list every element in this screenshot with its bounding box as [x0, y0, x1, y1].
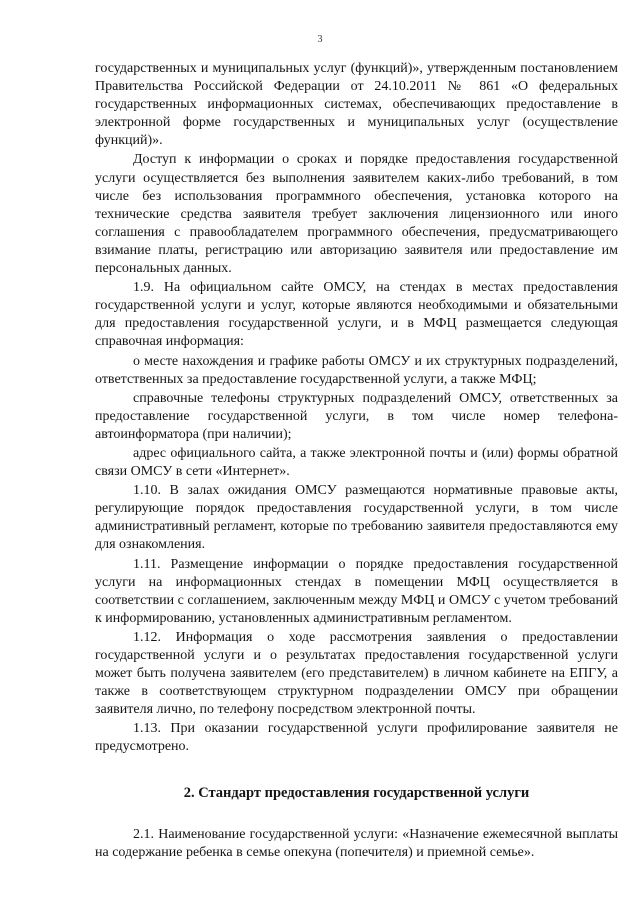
paragraph-1-13: 1.13. При оказании государственной услуги профилирование заявителя не предусмотрено. [95, 721, 618, 755]
paragraph-location-schedule: о месте нахождения и графике работы ОМСУ и их структурных подразделений, ответственных за предоставление государственной услуги, а также МФЦ; [95, 353, 618, 387]
paragraph-2-1: 2.1. Наименование государственной услуги: «Назначение ежемесячной выплаты на содержание ребенка в семье опекуна (попечителя) и приемной семье». [95, 826, 618, 860]
page-content [95, 60, 618, 863]
section-heading: 2. Стандарт предоставления государственной услуги [183, 784, 530, 801]
paragraph-1-9: 1.9. На официальном сайте ОМСУ, на стендах в местах предоставления государственной услуги и услуг, которые являются необходимыми и обязательными для предоставления государственной услуги, и в МФЦ размещается следующая справочная информация: [95, 280, 618, 350]
paragraph-continuation: государственных и муниципальных услуг (функций)», утвержденным постановлением Правительства Российской Федерации от 24.10.2011 № 861 «О федеральных государственных информационных системах, обеспечивающих предоставление в электронной форме государственных и муниципальных услуг (осуществление функций)». [95, 61, 618, 149]
paragraph-1-12: 1.12. Информация о ходе рассмотрения заявления о предоставлении государственной услуги и о результатах предоставления государственной услуги может быть получена заявителем (его представителем) в личном кабинете на ЕПГУ, а также в соответствующем структурном подразделении ОМСУ при обращении заявителя лично, по телефону посредством электронной почты. [95, 629, 618, 718]
paragraph-phones: справочные телефоны структурных подразделений ОМСУ, ответственных за предоставление государственной услуги, в том числе номер телефона-автоинформатора (при наличии); [95, 390, 618, 442]
page-number: 3 [317, 34, 323, 45]
paragraph-website: адрес официального сайта, а также электронной почты и (или) формы обратной связи ОМСУ в сети «Интернет». [95, 445, 618, 480]
paragraph-1-11: 1.11. Размещение информации о порядке предоставления государственной услуги на информационных стендах в помещении МФЦ осуществляется в соответствии с соглашением, заключенным между МФЦ и ОМСУ с учетом требований к информированию, установленных административным регламентом. [95, 556, 618, 626]
paragraph-access-info: Доступ к информации о сроках и порядке предоставления государственной услуги осуществляется без выполнения заявителем каких-либо требований, в том числе без использования программного обеспечения, установка которого на технические средства заявителя требует заключения лицензионного или иного соглашения с правообладателем программного обеспечения, предусматривающего взимание платы, регистрацию или авторизацию заявителя или предоставление им персональных данных. [95, 152, 618, 277]
paragraph-1-10: 1.10. В залах ожидания ОМСУ размещаются нормативные правовые акты, регулирующие порядок предоставления государственной услуги, в том числе административный регламент, которые по требованию заявителя предоставляются ему для ознакомления. [95, 483, 618, 553]
